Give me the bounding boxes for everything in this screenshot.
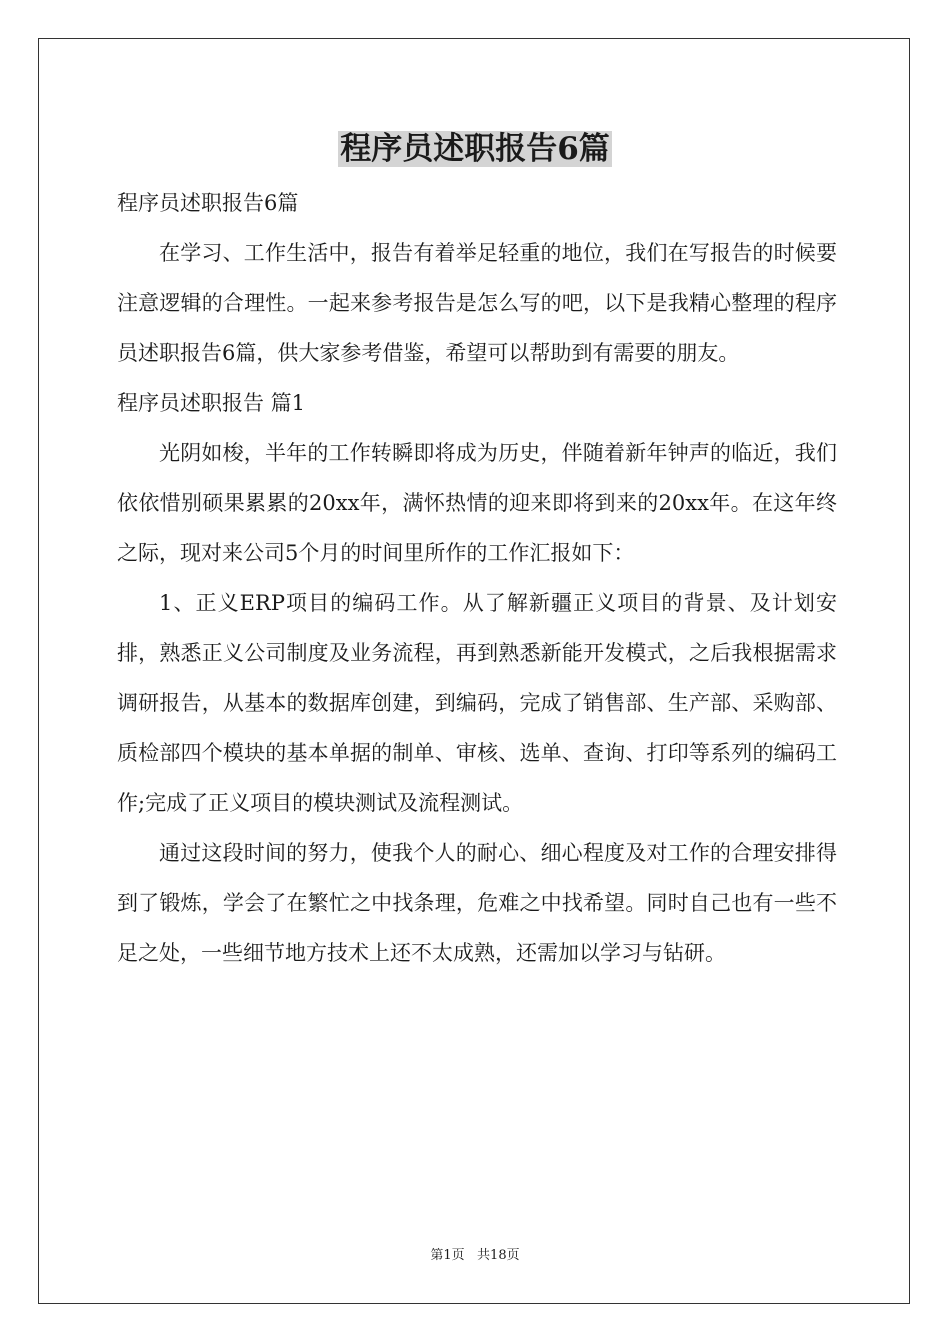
document-title-text: 程序员述职报告6篇 [340,131,610,167]
document-body [117,178,837,978]
section-heading: 程序员述职报告 篇1 [117,391,306,415]
intro-paragraph: 在学习、工作生活中，报告有着举足轻重的地位，我们在写报告的时候要注意逻辑的合理性。一起来参考报告是怎么写的吧，以下是我精心整理的程序员述职报告6篇，供大家参考借鉴，希望可以帮助到有需要的朋友。 [117,241,837,365]
body-paragraph-3: 通过这段时间的努力，使我个人的耐心、细心程度及对工作的合理安排得到了锻炼，学会了在繁忙之中找条理，危难之中找希望。同时自己也有一些不足之处，一些细节地方技术上还不太成熟，还需加以学习与钻研。 [117,841,837,965]
body-paragraph-1: 光阴如梭，半年的工作转瞬即将成为历史，伴随着新年钟声的临近，我们依依惜别硕果累累的20xx年，满怀热情的迎来即将到来的20xx年。在这年终之际，现对来公司5个月的时间里所作的工作汇报如下： [117,441,837,565]
document-subtitle: 程序员述职报告6篇 [117,191,299,215]
document-title [0,124,950,174]
body-paragraph-2: 1、正义ERP项目的编码工作。从了解新疆正义项目的背景、及计划安排，熟悉正义公司制度及业务流程，再到熟悉新能开发模式，之后我根据需求调研报告，从基本的数据库创建，到编码，完成了销售部、生产部、采购部、质检部四个模块的基本单据的制单、审核、选单、查询、打印等系列的编码工作;完成了正义项目的模块测试及流程测试。 [117,591,837,815]
page-number: 第1页 共18页 [430,1248,520,1263]
page-footer [0,1246,950,1266]
